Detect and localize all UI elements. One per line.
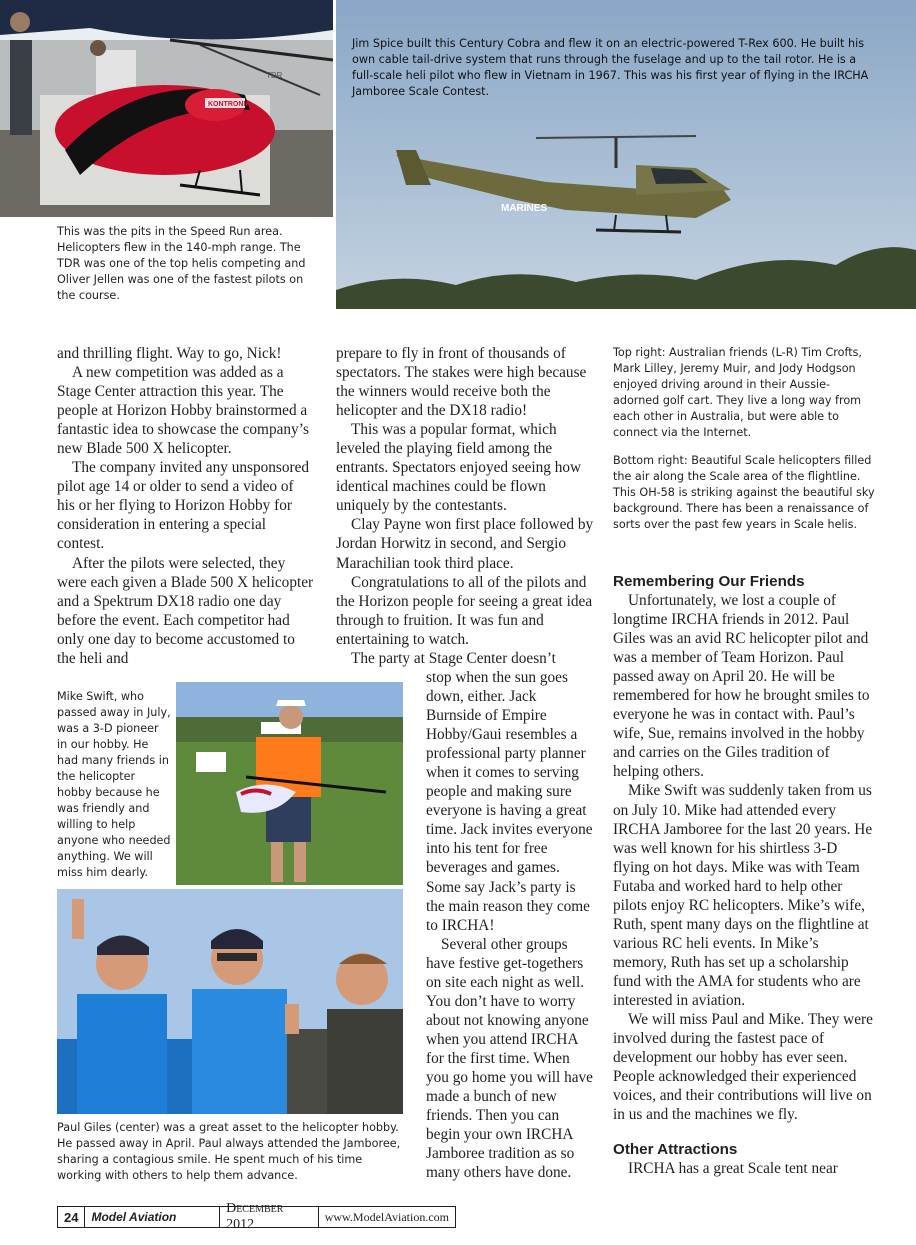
col2-para-1: prepare to fly in front of thousands of spectators. The stakes were high because the winners would receive both the helicopter and the DX18 radio! bbox=[336, 345, 587, 420]
column-2-bottom bbox=[426, 668, 594, 1182]
mike-swift-illustration bbox=[176, 682, 403, 885]
col1-para-4: After the pilots were selected, they were each given a Blade 500 X helicopter and a Spektrum DX18 radio one day before the event. Each competitor had only one day to become accustomed to the heli and bbox=[57, 554, 314, 667]
mike-swift-caption: Mike Swift, who passed away in July, was a 3-D pioneer in our hobby. He had many friends in the helicopter hobby because he was friendly and willing to help anyone who needed anything. We will miss him dearly. bbox=[57, 690, 171, 879]
col2-para-5: The party at Stage Center doesn’t bbox=[351, 649, 556, 667]
heli-brand-label: KONTRONIK bbox=[208, 101, 251, 108]
col2-para-7: Several other groups have festive get-togethers on site each night as well. You don’t have to worry about not knowing anyone when you attend IRCHA for the first time. When you go home you will have made a bunch of new friends. Then you can begin your own IRCHA Jamboree tradition as so many others have done. bbox=[426, 935, 593, 1182]
col3-para-4: IRCHA has a great Scale tent near bbox=[628, 1160, 838, 1178]
col3-para-3: We will miss Paul and Mike. They were involved during the fastest pace of development our hobby has ever seen. People acknowledged their experienced voices, and their contributions will live on in us and the machines we fly. bbox=[613, 1011, 873, 1124]
speed-pits-photo bbox=[0, 0, 333, 217]
col1-para-3: The company invited any unsponsored pilot age 14 or older to send a video of his or her flying to Horizon Hobby for consideration in entering a special contest. bbox=[57, 459, 310, 553]
speed-pits-caption: This was the pits in the Speed Run area. Helicopters flew in the 140-mph range. The TDR was one of the top helis competing and Oliver Jellen was one of the fastest pilots on the course. bbox=[57, 225, 306, 302]
col2-para-4: Congratulations to all of the pilots and the Horizon people for seeing a great idea through to fruition. It was fun and entertaining to watch. bbox=[336, 573, 593, 648]
col2-para-3: Clay Payne won first place followed by Jordan Horwitz in second, and Sergio Marachilian took third place. bbox=[336, 516, 594, 572]
column-2-top bbox=[336, 344, 594, 668]
tail-text-label: TDR bbox=[266, 71, 283, 80]
bottom-right-caption: Bottom right: Beautiful Scale helicopters filled the air along the Scale area of the flightline. This OH-58 is striking against the beautiful sky background. There has been a renaissance of sorts over the past few years in Scale helis. bbox=[613, 454, 875, 531]
column-1 bbox=[57, 344, 315, 668]
paul-giles-photo bbox=[57, 889, 403, 1114]
page-number: 24 bbox=[58, 1207, 85, 1227]
paul-giles-illustration bbox=[57, 889, 403, 1114]
heading-remembering-friends: Remembering Our Friends bbox=[613, 573, 805, 590]
col3-para-1: Unfortunately, we lost a couple of longtime IRCHA friends in 2012. Paul Giles was an avid RC helicopter pilot and was a member of Team Horizon. Paul passed away on April 20. He will be remembered for how he brought smiles to everyone he was in contact with. Paul’s wife, Sue, remains involved in the hobby and carries on the Giles tradition of helping others. bbox=[613, 592, 870, 781]
marines-label: MARINES bbox=[501, 203, 548, 214]
col2-para-2: This was a popular format, which leveled the playing field among the entrants. Spectators enjoyed seeing how identical machines could be flown uniquely by the contestants. bbox=[336, 421, 582, 515]
paul-giles-caption: Paul Giles (center) was a great asset to the helicopter hobby. He passed away in April. Paul always attended the Jamboree, sharing a contagious smile. He spent much of his time working with others to help them advance. bbox=[57, 1121, 401, 1182]
cobra-caption: Jim Spice built this Century Cobra and flew it on an electric-powered T-Rex 600. He built his own cable tail-drive system that runs through the fuselage and up to the tail rotor. He is a full-scale heli pilot who flew in Vietnam in 1967. This was his first year of flying in the IRCHA Jamboree Scale Contest. bbox=[352, 37, 869, 98]
magazine-name: Model Aviation bbox=[85, 1207, 220, 1227]
col1-para-2: A new competition was added as a Stage Center attraction this year. The people at Horizon Hobby brainstormed a fantastic idea to showcase the company’s new Blade 500 X helicopter. bbox=[57, 364, 309, 458]
col2-para-6: stop when the sun goes down, either. Jack Burnside of Empire Hobby/Gaui resembles a professional party planner when it comes to serving people and making sure everyone is having a great time. Jack invites everyone into his tent for free beverages and games. Some say Jack’s party is the main reason they come to IRCHA! bbox=[426, 669, 593, 934]
website-url: www.ModelAviation.com bbox=[324, 1209, 449, 1224]
issue-date: December 2012 bbox=[220, 1207, 319, 1227]
top-right-caption: Top right: Australian friends (L-R) Tim Crofts, Mark Lilley, Jeremy Muir, and Jody Hodgson enjoyed driving around in their Aussie-adorned golf cart. They live a long way from each other in Australia, but were able to connect via the Internet. bbox=[613, 346, 862, 439]
col1-para-1: and thrilling flight. Way to go, Nick! bbox=[57, 345, 282, 362]
heading-other-attractions: Other Attractions bbox=[613, 1141, 738, 1159]
col3-para-2: Mike Swift was suddenly taken from us on July 10. Mike had attended every IRCHA Jamboree for the last 20 years. He was well known for his shirtless 3-D flying on hot days. Mike was with Team Futaba and worked hard to help other pilots enjoy RC helicopters. Mike’s wife, Ruth, spent many days on the flightline at various RC heli events. In Mike’s memory, Ruth has set up a scholarship fund with the AMA for students who are interested in aviation. bbox=[613, 782, 873, 1009]
page-footer bbox=[57, 1201, 456, 1232]
speed-pits-illustration bbox=[0, 0, 333, 217]
mike-swift-photo bbox=[176, 682, 403, 885]
column-3 bbox=[613, 572, 876, 1178]
